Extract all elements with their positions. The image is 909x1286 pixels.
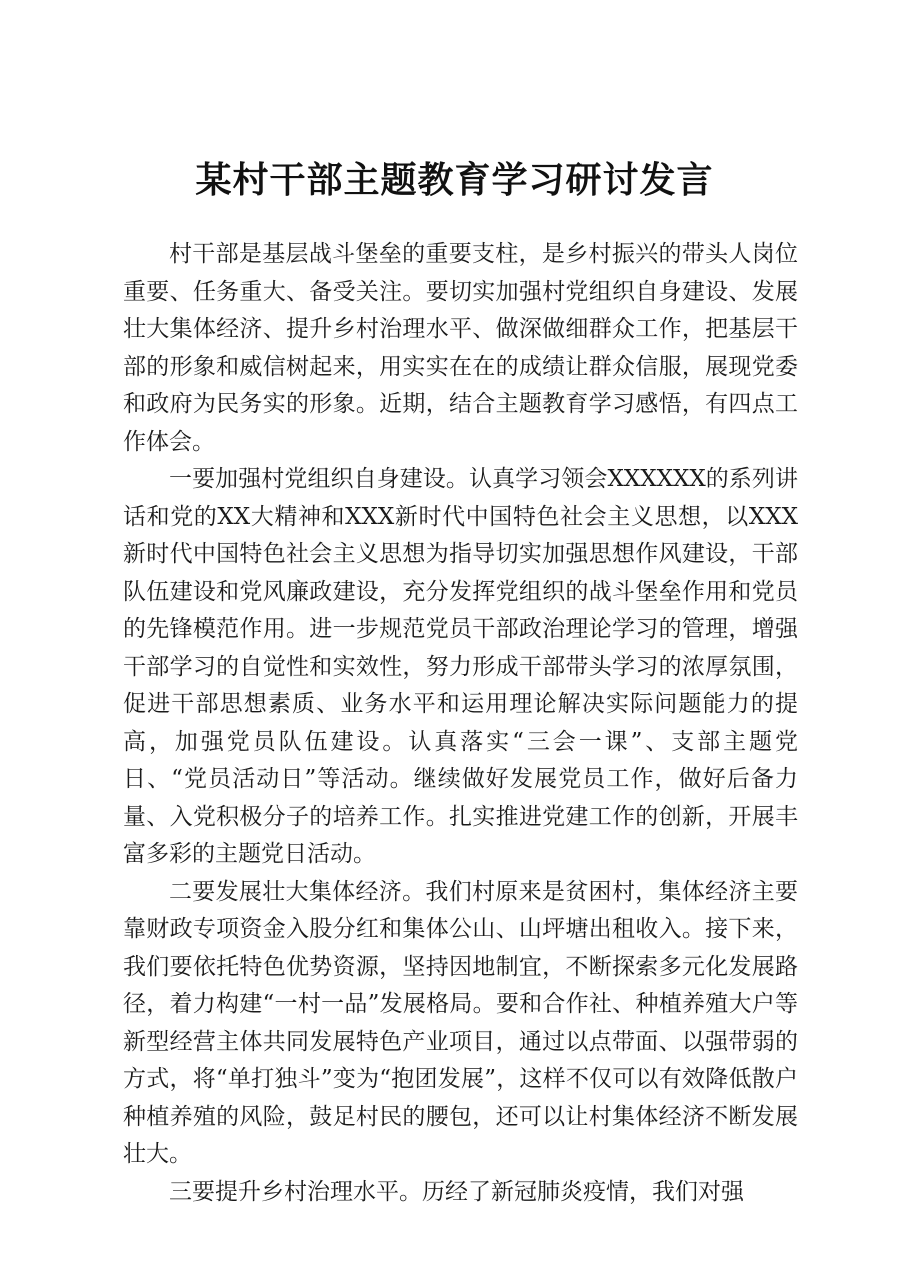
paragraph-point-one: 一要加强村党组织自身建设。认真学习领会XXXXXX的系列讲话和党的XX大精神和XXX新时代中国特色社会主义思想，以XXX新时代中国特色社会主义思想为指导切实加强思想作风建设，干部队伍建设和党风廉政建设，充分发挥党组织的战斗堡垒作用和党员的先锋模范作用。进一步规范党员干部政治理论学习的管理，增强干部学习的自觉性和实效性，努力形成干部带头学习的浓厚氛围，促进干部思想素质、业务水平和运用理论解决实际问题能力的提高，加强党员队伍建设。认真落实“三会一课”、支部主题党日、“党员活动日”等活动。继续做好发展党员工作，做好后备力量、入党积极分子的培养工作。扎实推进党建工作的创新，开展丰富多彩的主题党日活动。 (123, 466, 798, 867)
paragraph-point-two: 二要发展壮大集体经济。我们村原来是贫困村，集体经济主要靠财政专项资金入股分红和集体公山、山坪塘出租收入。接下来，我们要依托特色优势资源，坚持因地制宜，不断探索多元化发展路径，着力构建“一村一品”发展格局。要和合作社、种植养殖大户等新型经营主体共同发展特色产业项目，通过以点带面、以强带弱的方式，将“单打独斗”变为“抱团发展”，这样不仅可以有效降低散户种植养殖的风险，鼓足村民的腰包，还可以让村集体经济不断发展壮大。 (123, 878, 798, 1167)
paragraph-point-three: 三要提升乡村治理水平。历经了新冠肺炎疫情，我们对强 (169, 1178, 744, 1205)
document-body (123, 236, 798, 1211)
document-title: 某村干部主题教育学习研讨发言 (195, 159, 714, 201)
paragraph-intro: 村干部是基层战斗堡垒的重要支柱，是乡村振兴的带头人岗位重要、任务重大、备受关注。要切实加强村党组织自身建设、发展壮大集体经济、提升乡村治理水平、做深做细群众工作，把基层干部的形象和威信树起来，用实实在在的成绩让群众信服，展现党委和政府为民务实的形象。近期，结合主题教育学习感悟，有四点工作体会。 (123, 241, 798, 455)
